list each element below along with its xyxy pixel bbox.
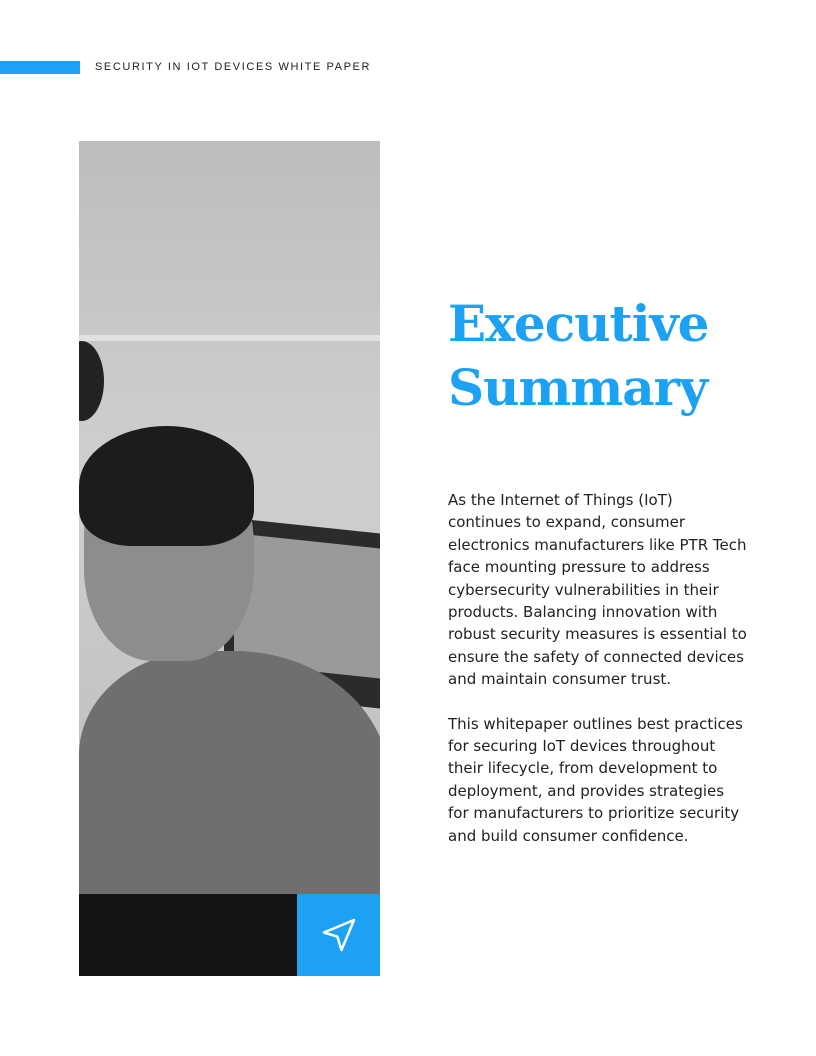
title-line-1: Executive bbox=[448, 294, 709, 353]
document-header: SECURITY IN IOT DEVICES WHITE PAPER bbox=[95, 61, 372, 73]
navigation-arrow-icon bbox=[319, 915, 359, 955]
header-accent-bar bbox=[0, 61, 80, 74]
paragraph: As the Internet of Things (IoT) continues to expand, consumer electronics manufacturers like PTR Tech face mounting pressure to address cybersecurity vulnerabilities in their products. Balancing innovation with robust security measures is essential to ensure the safety of connected devices and maintain consumer trust. bbox=[448, 491, 747, 689]
photo-man-at-computer bbox=[79, 141, 380, 894]
wall-trim bbox=[79, 335, 380, 341]
paragraph: This whitepaper outlines best practices for securing IoT devices throughout their lifecycle, from development to deployment, and provides strategies for manufacturers to prioritize security and build consumer confidence. bbox=[448, 714, 743, 845]
summary-body bbox=[448, 489, 748, 869]
accent-footer-block bbox=[297, 894, 380, 976]
page-title bbox=[448, 292, 708, 420]
dark-footer-block bbox=[79, 894, 297, 976]
title-line-2: Summary bbox=[448, 358, 708, 417]
photo-shirt bbox=[79, 651, 380, 894]
photo-hair bbox=[79, 426, 254, 546]
photo-person-edge bbox=[79, 341, 104, 421]
